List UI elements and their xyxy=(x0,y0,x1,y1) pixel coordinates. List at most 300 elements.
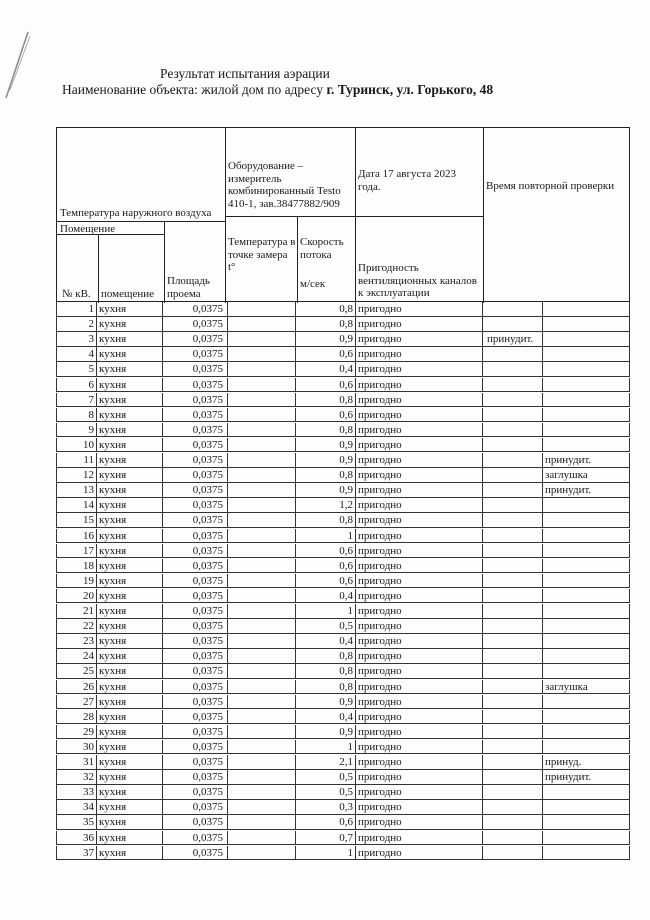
recheck-note-extra xyxy=(543,785,630,800)
opening-area: 0,0375 xyxy=(163,498,228,513)
opening-area: 0,0375 xyxy=(163,785,228,800)
apartment-number: 3 xyxy=(56,332,97,347)
table-row xyxy=(56,800,630,815)
opening-area: 0,0375 xyxy=(163,725,228,740)
apartment-number: 10 xyxy=(56,438,97,453)
table-row xyxy=(56,347,630,362)
temperature-cell xyxy=(228,710,296,725)
recheck-note-extra xyxy=(543,544,630,559)
suitability-status: пригодно xyxy=(356,680,483,695)
apartment-number: 16 xyxy=(56,529,97,544)
flow-speed: 0,9 xyxy=(296,695,356,710)
temperature-cell xyxy=(228,619,296,634)
apartment-number: 37 xyxy=(56,846,97,861)
recheck-note-extra: принудит. xyxy=(543,483,630,498)
recheck-note-extra: принудит. xyxy=(543,453,630,468)
apartment-number: 35 xyxy=(56,815,97,830)
apartment-number: 14 xyxy=(56,498,97,513)
recheck-note-extra xyxy=(543,529,630,544)
recheck-note xyxy=(483,438,543,453)
temperature-cell xyxy=(228,408,296,423)
flow-speed: 0,8 xyxy=(296,468,356,483)
recheck-note xyxy=(483,302,543,317)
flow-speed-label: Скорость потока xyxy=(300,236,344,261)
flow-speed: 0,8 xyxy=(296,664,356,679)
apartment-number: 36 xyxy=(56,831,97,846)
recheck-note xyxy=(483,634,543,649)
recheck-time-label: Время повторной проверки xyxy=(486,180,615,192)
table-row xyxy=(56,785,630,800)
recheck-note-extra xyxy=(543,800,630,815)
recheck-note xyxy=(483,498,543,513)
recheck-note xyxy=(483,393,543,408)
flow-speed: 1 xyxy=(296,529,356,544)
recheck-note xyxy=(483,755,543,770)
table-row xyxy=(56,604,630,619)
opening-area: 0,0375 xyxy=(163,604,228,619)
flow-speed: 1 xyxy=(296,846,356,861)
suitability-status: пригодно xyxy=(356,664,483,679)
recheck-note-extra xyxy=(543,438,630,453)
suitability-status: пригодно xyxy=(356,483,483,498)
temperature-cell xyxy=(228,513,296,528)
suitability-status: пригодно xyxy=(356,302,483,317)
temperature-cell xyxy=(228,634,296,649)
flow-speed: 0,4 xyxy=(296,634,356,649)
recheck-note-extra xyxy=(543,423,630,438)
suitability-status: пригодно xyxy=(356,831,483,846)
document-title: Результат испытания аэрации xyxy=(160,66,330,81)
table-row xyxy=(56,438,630,453)
object-address: г. Туринск, ул. Горького, 48 xyxy=(326,82,494,97)
suitability-status: пригодно xyxy=(356,408,483,423)
suitability-status: пригодно xyxy=(356,846,483,861)
apartment-number: 33 xyxy=(56,785,97,800)
recheck-note xyxy=(483,785,543,800)
premises-label: Помещение xyxy=(60,223,116,235)
temperature-cell xyxy=(228,362,296,377)
recheck-note xyxy=(483,770,543,785)
room-name: кухня xyxy=(97,800,163,815)
recheck-note xyxy=(483,800,543,815)
temperature-cell xyxy=(228,559,296,574)
temperature-cell xyxy=(228,800,296,815)
opening-area: 0,0375 xyxy=(163,755,228,770)
flow-speed: 0,6 xyxy=(296,544,356,559)
room-name: кухня xyxy=(97,574,163,589)
flow-speed: 0,9 xyxy=(296,483,356,498)
apartment-number: 1 xyxy=(56,302,97,317)
room-name: кухня xyxy=(97,378,163,393)
room-name: кухня xyxy=(97,302,163,317)
room-name: кухня xyxy=(97,453,163,468)
opening-area: 0,0375 xyxy=(163,695,228,710)
apartment-number: 30 xyxy=(56,740,97,755)
temperature-cell xyxy=(228,347,296,362)
temperature-cell xyxy=(228,393,296,408)
recheck-note-extra xyxy=(543,831,630,846)
flow-speed: 0,5 xyxy=(296,770,356,785)
suitability-status: пригодно xyxy=(356,710,483,725)
suitability-status: пригодно xyxy=(356,393,483,408)
room-name: кухня xyxy=(97,664,163,679)
room-name: кухня xyxy=(97,347,163,362)
temperature-cell xyxy=(228,378,296,393)
opening-area: 0,0375 xyxy=(163,529,228,544)
outdoor-temp-label: Температура наружного воздуха xyxy=(60,207,212,219)
opening-area: 0,0375 xyxy=(163,815,228,830)
flow-speed: 0,6 xyxy=(296,574,356,589)
apartment-number: 29 xyxy=(56,725,97,740)
recheck-note xyxy=(483,710,543,725)
suitability-status: пригодно xyxy=(356,800,483,815)
apartment-number: 22 xyxy=(56,619,97,634)
room-name: кухня xyxy=(97,649,163,664)
recheck-note-extra xyxy=(543,634,630,649)
temperature-cell xyxy=(228,423,296,438)
suitability-status: пригодно xyxy=(356,513,483,528)
suitability-label: Пригодность вентиляционных каналов к эксплуатации xyxy=(358,262,477,299)
apartment-number: 8 xyxy=(56,408,97,423)
recheck-note xyxy=(483,574,543,589)
room-name: кухня xyxy=(97,544,163,559)
recheck-note-extra xyxy=(543,604,630,619)
table-row xyxy=(56,664,630,679)
table-row xyxy=(56,680,630,695)
opening-area: 0,0375 xyxy=(163,378,228,393)
flow-speed: 2,1 xyxy=(296,755,356,770)
table-row xyxy=(56,529,630,544)
table-row xyxy=(56,574,630,589)
recheck-note xyxy=(483,846,543,861)
room-name: кухня xyxy=(97,529,163,544)
recheck-note xyxy=(483,362,543,377)
table-row xyxy=(56,846,630,861)
suitability-status: пригодно xyxy=(356,604,483,619)
suitability-status: пригодно xyxy=(356,468,483,483)
temperature-cell xyxy=(228,649,296,664)
table-row xyxy=(56,770,630,785)
flow-speed: 0,9 xyxy=(296,438,356,453)
table-row xyxy=(56,408,630,423)
recheck-note-extra xyxy=(543,815,630,830)
temperature-cell xyxy=(228,574,296,589)
room-label: помещение xyxy=(101,288,155,300)
room-name: кухня xyxy=(97,815,163,830)
recheck-note xyxy=(483,649,543,664)
flow-speed: 0,8 xyxy=(296,302,356,317)
apartment-number: 13 xyxy=(56,483,97,498)
recheck-note-extra xyxy=(543,393,630,408)
room-name: кухня xyxy=(97,710,163,725)
temperature-cell xyxy=(228,483,296,498)
apartment-number: 11 xyxy=(56,453,97,468)
flow-speed: 0,9 xyxy=(296,725,356,740)
room-name: кухня xyxy=(97,438,163,453)
suitability-status: пригодно xyxy=(356,634,483,649)
recheck-note xyxy=(483,468,543,483)
equipment-label: Оборудование – измеритель комбинированный Testo 410-1, зав.38477882/909 xyxy=(228,160,341,210)
suitability-status: пригодно xyxy=(356,378,483,393)
table-row xyxy=(56,559,630,574)
temperature-cell xyxy=(228,725,296,740)
object-name-prefix: Наименование объекта: жилой дом по адресу xyxy=(62,82,327,97)
temperature-cell xyxy=(228,740,296,755)
flow-speed: 0,8 xyxy=(296,649,356,664)
flow-speed: 1 xyxy=(296,740,356,755)
room-name: кухня xyxy=(97,634,163,649)
temperature-cell xyxy=(228,589,296,604)
opening-area: 0,0375 xyxy=(163,347,228,362)
table-row xyxy=(56,468,630,483)
flow-speed: 0,6 xyxy=(296,378,356,393)
opening-area: 0,0375 xyxy=(163,513,228,528)
suitability-status: пригодно xyxy=(356,695,483,710)
apartment-number: 20 xyxy=(56,589,97,604)
recheck-note-extra xyxy=(543,378,630,393)
opening-area: 0,0375 xyxy=(163,332,228,347)
flow-speed: 0,4 xyxy=(296,589,356,604)
opening-area: 0,0375 xyxy=(163,438,228,453)
suitability-status: пригодно xyxy=(356,815,483,830)
flow-speed: 1,2 xyxy=(296,498,356,513)
apartment-number: 25 xyxy=(56,664,97,679)
table-row xyxy=(56,649,630,664)
flow-speed: 0,8 xyxy=(296,423,356,438)
table-row xyxy=(56,740,630,755)
recheck-note xyxy=(483,815,543,830)
table-row xyxy=(56,619,630,634)
recheck-note-extra xyxy=(543,740,630,755)
table-header xyxy=(56,127,630,302)
recheck-note: принудит. xyxy=(483,332,543,347)
recheck-note xyxy=(483,513,543,528)
temperature-cell xyxy=(228,664,296,679)
opening-area: 0,0375 xyxy=(163,317,228,332)
recheck-note-extra xyxy=(543,574,630,589)
apartment-number: 31 xyxy=(56,755,97,770)
recheck-note xyxy=(483,604,543,619)
recheck-note-extra xyxy=(543,559,630,574)
recheck-note-extra xyxy=(543,408,630,423)
room-name: кухня xyxy=(97,408,163,423)
table-row xyxy=(56,725,630,740)
room-name: кухня xyxy=(97,619,163,634)
opening-area: 0,0375 xyxy=(163,831,228,846)
apartment-number: 24 xyxy=(56,649,97,664)
flow-speed: 1 xyxy=(296,604,356,619)
table-row xyxy=(56,378,630,393)
recheck-note xyxy=(483,695,543,710)
temp-point-label: Температура в точке замера t° xyxy=(228,236,296,273)
suitability-status: пригодно xyxy=(356,785,483,800)
opening-area: 0,0375 xyxy=(163,846,228,861)
opening-area: 0,0375 xyxy=(163,664,228,679)
flow-speed: 0,8 xyxy=(296,393,356,408)
recheck-note-extra xyxy=(543,846,630,861)
flow-speed: 0,6 xyxy=(296,559,356,574)
room-name: кухня xyxy=(97,604,163,619)
flow-speed: 0,6 xyxy=(296,408,356,423)
suitability-status: пригодно xyxy=(356,589,483,604)
recheck-note xyxy=(483,559,543,574)
temperature-cell xyxy=(228,498,296,513)
flow-speed: 0,8 xyxy=(296,513,356,528)
suitability-status: пригодно xyxy=(356,770,483,785)
apartment-number: 15 xyxy=(56,513,97,528)
suitability-status: пригодно xyxy=(356,529,483,544)
opening-area: 0,0375 xyxy=(163,393,228,408)
flow-speed: 0,6 xyxy=(296,347,356,362)
room-name: кухня xyxy=(97,468,163,483)
temperature-cell xyxy=(228,468,296,483)
suitability-status: пригодно xyxy=(356,362,483,377)
room-name: кухня xyxy=(97,498,163,513)
table-row xyxy=(56,483,630,498)
opening-area: 0,0375 xyxy=(163,649,228,664)
recheck-note xyxy=(483,725,543,740)
recheck-note-extra xyxy=(543,332,630,347)
opening-area: 0,0375 xyxy=(163,544,228,559)
flow-speed: 0,4 xyxy=(296,710,356,725)
temperature-cell xyxy=(228,755,296,770)
suitability-status: пригодно xyxy=(356,453,483,468)
flow-speed: 0,5 xyxy=(296,785,356,800)
flow-speed: 0,9 xyxy=(296,453,356,468)
room-name: кухня xyxy=(97,785,163,800)
opening-area: 0,0375 xyxy=(163,453,228,468)
table-row xyxy=(56,634,630,649)
recheck-note-extra xyxy=(543,664,630,679)
opening-area: 0,0375 xyxy=(163,634,228,649)
apartment-number: 9 xyxy=(56,423,97,438)
table-row xyxy=(56,453,630,468)
suitability-status: пригодно xyxy=(356,755,483,770)
recheck-note-extra xyxy=(543,695,630,710)
apartment-number: 5 xyxy=(56,362,97,377)
recheck-note xyxy=(483,378,543,393)
recheck-note-extra xyxy=(543,362,630,377)
recheck-note-extra: заглушка xyxy=(543,468,630,483)
room-name: кухня xyxy=(97,770,163,785)
room-name: кухня xyxy=(97,755,163,770)
recheck-note xyxy=(483,408,543,423)
table-row xyxy=(56,332,630,347)
temperature-cell xyxy=(228,544,296,559)
recheck-note-extra xyxy=(543,317,630,332)
flow-speed: 0,8 xyxy=(296,317,356,332)
apartment-number: 27 xyxy=(56,695,97,710)
temperature-cell xyxy=(228,317,296,332)
suitability-status: пригодно xyxy=(356,574,483,589)
recheck-note-extra xyxy=(543,498,630,513)
room-name: кухня xyxy=(97,317,163,332)
suitability-status: пригодно xyxy=(356,317,483,332)
recheck-note xyxy=(483,831,543,846)
opening-area: 0,0375 xyxy=(163,740,228,755)
table-row xyxy=(56,710,630,725)
flow-unit-label: м/сек xyxy=(300,278,326,290)
recheck-note xyxy=(483,740,543,755)
room-name: кухня xyxy=(97,725,163,740)
suitability-status: пригодно xyxy=(356,544,483,559)
apartment-number: 34 xyxy=(56,800,97,815)
suitability-status: пригодно xyxy=(356,332,483,347)
temperature-cell xyxy=(228,785,296,800)
opening-area: 0,0375 xyxy=(163,800,228,815)
table-row xyxy=(56,815,630,830)
temperature-cell xyxy=(228,438,296,453)
recheck-note xyxy=(483,589,543,604)
table-row xyxy=(56,589,630,604)
room-name: кухня xyxy=(97,589,163,604)
flow-speed: 0,9 xyxy=(296,332,356,347)
room-name: кухня xyxy=(97,423,163,438)
opening-area: 0,0375 xyxy=(163,574,228,589)
room-name: кухня xyxy=(97,362,163,377)
table-row xyxy=(56,302,630,317)
scan-edge-mark xyxy=(2,30,32,100)
suitability-status: пригодно xyxy=(356,498,483,513)
recheck-note-extra xyxy=(543,302,630,317)
opening-area: 0,0375 xyxy=(163,408,228,423)
opening-area: 0,0375 xyxy=(163,589,228,604)
table-row xyxy=(56,513,630,528)
opening-area: 0,0375 xyxy=(163,710,228,725)
recheck-note-extra: принудит. xyxy=(543,770,630,785)
room-name: кухня xyxy=(97,695,163,710)
recheck-note xyxy=(483,317,543,332)
table-row xyxy=(56,423,630,438)
recheck-note-extra xyxy=(543,589,630,604)
opening-area: 0,0375 xyxy=(163,770,228,785)
suitability-status: пригодно xyxy=(356,740,483,755)
opening-area: 0,0375 xyxy=(163,302,228,317)
apartment-number: 4 xyxy=(56,347,97,362)
opening-area: 0,0375 xyxy=(163,362,228,377)
recheck-note-extra xyxy=(543,619,630,634)
temperature-cell xyxy=(228,604,296,619)
opening-area: 0,0375 xyxy=(163,468,228,483)
recheck-note xyxy=(483,453,543,468)
apartment-number: 12 xyxy=(56,468,97,483)
flow-speed: 0,6 xyxy=(296,815,356,830)
apartment-number: 32 xyxy=(56,770,97,785)
temperature-cell xyxy=(228,332,296,347)
table-row xyxy=(56,498,630,513)
apartment-number: 2 xyxy=(56,317,97,332)
flow-speed: 0,5 xyxy=(296,619,356,634)
apartment-number: 6 xyxy=(56,378,97,393)
apartment-number: 28 xyxy=(56,710,97,725)
recheck-note xyxy=(483,680,543,695)
opening-area: 0,0375 xyxy=(163,559,228,574)
object-name xyxy=(62,82,493,98)
table-row xyxy=(56,317,630,332)
opening-area: 0,0375 xyxy=(163,423,228,438)
room-name: кухня xyxy=(97,680,163,695)
flow-speed: 0,7 xyxy=(296,831,356,846)
table-row xyxy=(56,695,630,710)
flow-speed: 0,8 xyxy=(296,680,356,695)
room-name: кухня xyxy=(97,332,163,347)
suitability-status: пригодно xyxy=(356,438,483,453)
apt-no-label: № кВ. xyxy=(62,288,91,300)
area-label: Площадь проема xyxy=(167,275,210,300)
recheck-note-extra xyxy=(543,649,630,664)
recheck-note xyxy=(483,664,543,679)
opening-area: 0,0375 xyxy=(163,483,228,498)
